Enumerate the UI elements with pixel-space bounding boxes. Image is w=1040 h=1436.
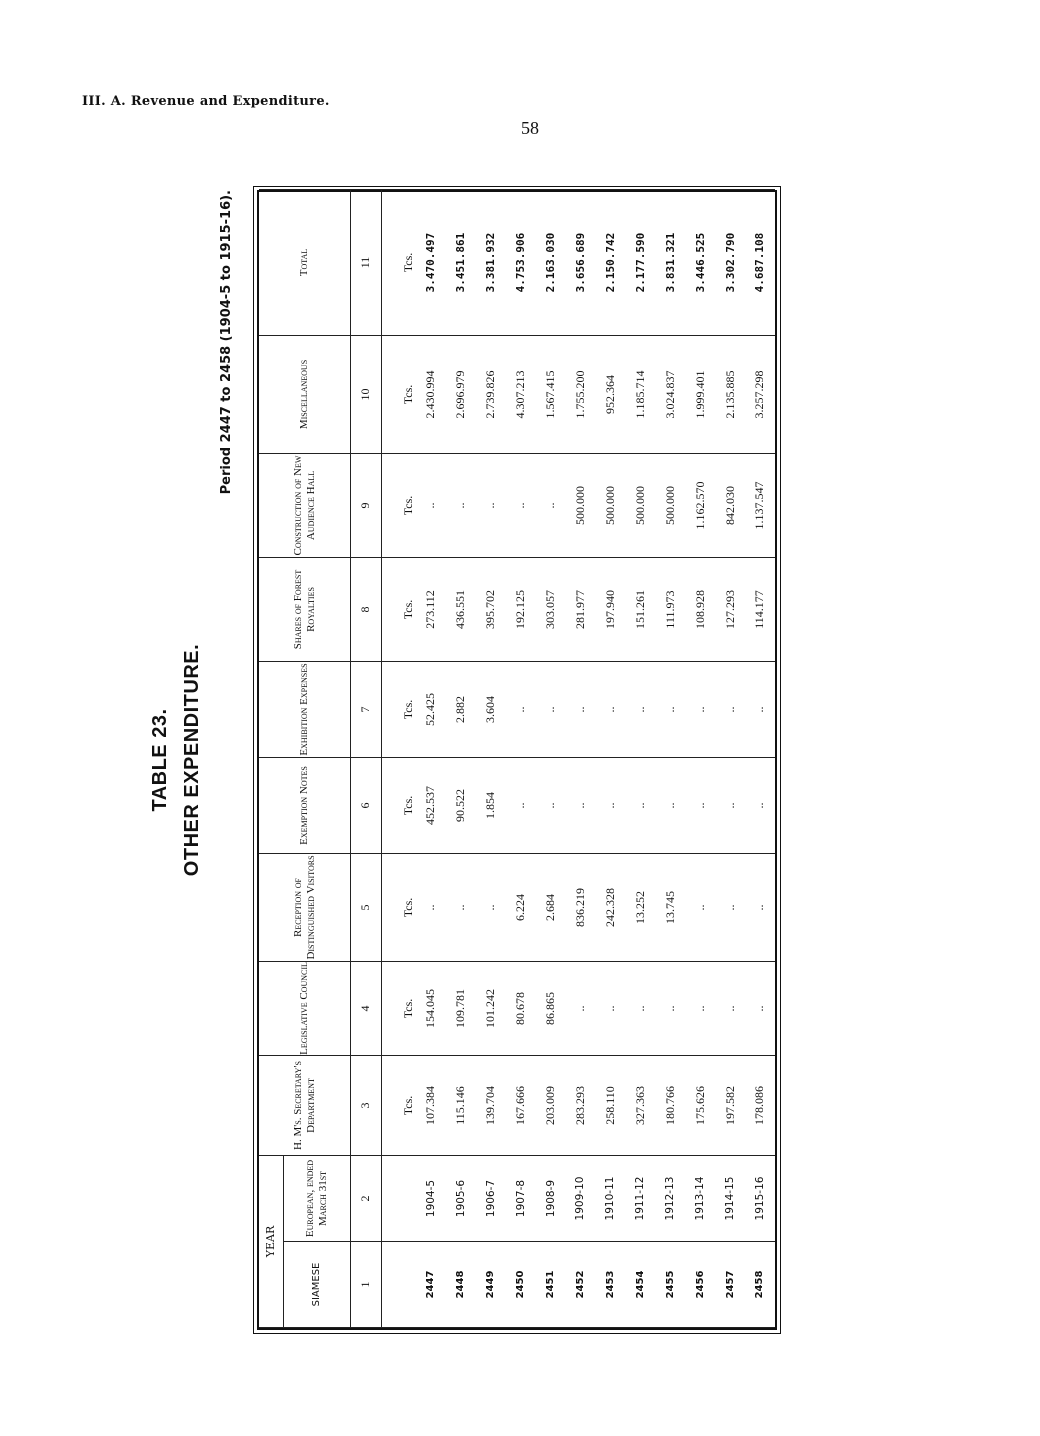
table-cell: .. <box>745 758 775 854</box>
table-cell: 151.261 <box>625 558 655 662</box>
table-cell: 3.446.525 <box>685 190 715 336</box>
column-number: 2 <box>351 1156 382 1242</box>
table-cell: 13.745 <box>655 854 685 962</box>
column-header-6: Exemption Notes <box>259 758 351 854</box>
table-cell: .. <box>685 854 715 962</box>
table-cell: 127.293 <box>715 558 745 662</box>
table-cell: .. <box>595 662 625 758</box>
column-header-5: Reception of Distinguished Visitors <box>259 854 351 962</box>
table-cell: 1907-8 <box>506 1156 536 1242</box>
table-cell: 180.766 <box>655 1056 685 1156</box>
column-number: 11 <box>351 190 382 336</box>
table-cell: 2450 <box>506 1242 536 1328</box>
table-cell: .. <box>536 758 566 854</box>
table-cell: .. <box>685 758 715 854</box>
table-cell: 1913-14 <box>685 1156 715 1242</box>
table-cell: 154.045 <box>416 962 446 1056</box>
table-cell: 115.146 <box>446 1056 476 1156</box>
unit-label: Tcs. <box>382 1056 417 1156</box>
table-row <box>745 190 775 1328</box>
table-cell: .. <box>416 454 446 558</box>
table-row <box>655 190 685 1328</box>
table-cell: 2447 <box>416 1242 446 1328</box>
table-row <box>476 190 506 1328</box>
table-cell: .. <box>745 962 775 1056</box>
table-cell: .. <box>655 962 685 1056</box>
table-cell: 86.865 <box>536 962 566 1056</box>
table-cell: .. <box>595 758 625 854</box>
table-cell: 2448 <box>446 1242 476 1328</box>
table-title: TABLE 23. <box>149 708 171 812</box>
table-cell: .. <box>715 758 745 854</box>
table-cell: 192.125 <box>506 558 536 662</box>
column-header-4: Legislative Council <box>259 962 351 1056</box>
table-cell: .. <box>506 454 536 558</box>
table-cell: 303.057 <box>536 558 566 662</box>
column-header-11: Total <box>259 190 351 336</box>
table-cell: 2.684 <box>536 854 566 962</box>
table-cell: 3.604 <box>476 662 506 758</box>
table-cell: 101.242 <box>476 962 506 1056</box>
column-number: 10 <box>351 336 382 454</box>
period-label: Period 2447 to 2458 (1904-5 to 1915-16). <box>219 190 234 495</box>
table-cell: 4.753.906 <box>506 190 536 336</box>
table-cell: 436.551 <box>446 558 476 662</box>
table-cell: 1914-15 <box>715 1156 745 1242</box>
table-cell: 2.882 <box>446 662 476 758</box>
table-cell: .. <box>476 454 506 558</box>
rotated-table-area <box>145 190 785 1330</box>
table-cell: .. <box>446 454 476 558</box>
table-cell: 3.656.689 <box>566 190 596 336</box>
table-row <box>446 190 476 1328</box>
table-cell: .. <box>416 854 446 962</box>
table-cell: 1911-12 <box>625 1156 655 1242</box>
unit-label <box>382 1242 417 1328</box>
table-cell: 258.110 <box>595 1056 625 1156</box>
table-cell: .. <box>685 962 715 1056</box>
table-cell: 452.537 <box>416 758 446 854</box>
table-cell: 842.030 <box>715 454 745 558</box>
unit-label: Tcs. <box>382 662 417 758</box>
table-cell: 1904-5 <box>416 1156 446 1242</box>
table-row <box>506 190 536 1328</box>
table-cell: .. <box>715 962 745 1056</box>
table-cell: .. <box>715 662 745 758</box>
table-cell: 1905-6 <box>446 1156 476 1242</box>
column-number: 9 <box>351 454 382 558</box>
table-cell: 2458 <box>745 1242 775 1328</box>
table-cell: 1.999.401 <box>685 336 715 454</box>
table-cell: 395.702 <box>476 558 506 662</box>
year-group-header: YEAR <box>259 1156 284 1328</box>
table-cell: 108.928 <box>685 558 715 662</box>
column-header-8: Shares of Forest Royalties <box>259 558 351 662</box>
table-cell: 2455 <box>655 1242 685 1328</box>
table-cell: 3.257.298 <box>745 336 775 454</box>
table-cell: 2457 <box>715 1242 745 1328</box>
column-header-1: SIAMESE <box>284 1242 351 1328</box>
column-number: 1 <box>351 1242 382 1328</box>
table-cell: 281.977 <box>566 558 596 662</box>
column-header-2: European, ended March 31st <box>284 1156 351 1242</box>
table-row <box>715 190 745 1328</box>
table-cell: .. <box>715 854 745 962</box>
table-cell: 3.302.790 <box>715 190 745 336</box>
table-cell: .. <box>506 662 536 758</box>
running-head: III. A. Revenue and Expenditure. <box>82 94 330 109</box>
table-cell: 1.185.714 <box>625 336 655 454</box>
table-cell: 175.626 <box>685 1056 715 1156</box>
table-cell: .. <box>566 662 596 758</box>
column-header-7: Exhibition Expenses <box>259 662 351 758</box>
table-row <box>416 190 446 1328</box>
table-cell: 2.739.826 <box>476 336 506 454</box>
table-cell: .. <box>536 454 566 558</box>
table-block <box>145 190 785 1330</box>
table-cell: .. <box>745 854 775 962</box>
column-header-10: Miscellaneous <box>259 336 351 454</box>
table-cell: .. <box>625 662 655 758</box>
table-cell: 2.150.742 <box>595 190 625 336</box>
table-cell: 1908-9 <box>536 1156 566 1242</box>
table-subtitle: OTHER EXPENDITURE. <box>181 643 203 877</box>
column-number: 3 <box>351 1056 382 1156</box>
table-cell: .. <box>745 662 775 758</box>
table-cell: 52.425 <box>416 662 446 758</box>
table-row <box>625 190 655 1328</box>
table-cell: 80.678 <box>506 962 536 1056</box>
table-cell: 283.293 <box>566 1056 596 1156</box>
table-cell: 1.755.200 <box>566 336 596 454</box>
expenditure-table <box>259 189 775 1328</box>
table-cell: .. <box>685 662 715 758</box>
table-row <box>685 190 715 1328</box>
table-cell: .. <box>655 662 685 758</box>
table-cell: 1915-16 <box>745 1156 775 1242</box>
table-cell: 952.364 <box>595 336 625 454</box>
column-number: 8 <box>351 558 382 662</box>
table-cell: 107.384 <box>416 1056 446 1156</box>
table-cell: 2.177.590 <box>625 190 655 336</box>
table-cell: 1910-11 <box>595 1156 625 1242</box>
table-cell: 3.451.861 <box>446 190 476 336</box>
table-cell: 197.582 <box>715 1056 745 1156</box>
table-cell: 6.224 <box>506 854 536 962</box>
column-header-9: Construction of New Audience Hall <box>259 454 351 558</box>
table-cell: 1909-10 <box>566 1156 596 1242</box>
unit-label: Tcs. <box>382 454 417 558</box>
table-cell: 139.704 <box>476 1056 506 1156</box>
unit-label: Tcs. <box>382 962 417 1056</box>
table-cell: 273.112 <box>416 558 446 662</box>
table-cell: 2.696.979 <box>446 336 476 454</box>
table-cell: 500.000 <box>566 454 596 558</box>
table-cell: 2.135.885 <box>715 336 745 454</box>
page-number: 58 <box>521 118 539 138</box>
table-cell: .. <box>566 962 596 1056</box>
table-cell: 500.000 <box>595 454 625 558</box>
table-cell: .. <box>506 758 536 854</box>
table-cell: 2454 <box>625 1242 655 1328</box>
table-cell: 2449 <box>476 1242 506 1328</box>
table-cell: 4.687.108 <box>745 190 775 336</box>
unit-label: Tcs. <box>382 854 417 962</box>
table-cell: 2.430.994 <box>416 336 446 454</box>
table-cell: 327.363 <box>625 1056 655 1156</box>
table-cell: .. <box>446 854 476 962</box>
table-cell: 1.137.547 <box>745 454 775 558</box>
table-cell: 13.252 <box>625 854 655 962</box>
table-row <box>536 190 566 1328</box>
table-cell: 167.666 <box>506 1056 536 1156</box>
table-cell: .. <box>536 662 566 758</box>
table-cell: 178.086 <box>745 1056 775 1156</box>
table-cell: 3.831.321 <box>655 190 685 336</box>
table-cell: 197.940 <box>595 558 625 662</box>
table-row <box>595 190 625 1328</box>
table-cell: 1.854 <box>476 758 506 854</box>
table-cell: 2452 <box>566 1242 596 1328</box>
table-row <box>566 190 596 1328</box>
column-number: 6 <box>351 758 382 854</box>
table-cell: 1.567.415 <box>536 336 566 454</box>
table-cell: 90.522 <box>446 758 476 854</box>
table-cell: 114.177 <box>745 558 775 662</box>
table-cell: 836.219 <box>566 854 596 962</box>
table-cell: 500.000 <box>625 454 655 558</box>
table-cell: 1906-7 <box>476 1156 506 1242</box>
column-number: 5 <box>351 854 382 962</box>
unit-label <box>382 1156 417 1242</box>
table-cell: 1912-13 <box>655 1156 685 1242</box>
table-cell: 111.973 <box>655 558 685 662</box>
column-header-3: H. M's. Secretary's Department <box>259 1056 351 1156</box>
unit-label: Tcs. <box>382 336 417 454</box>
table-cell: 3.470.497 <box>416 190 446 336</box>
unit-label: Tcs. <box>382 190 417 336</box>
table-cell: .. <box>655 758 685 854</box>
table-cell: 2451 <box>536 1242 566 1328</box>
table-cell: 2.163.030 <box>536 190 566 336</box>
table-cell: 109.781 <box>446 962 476 1056</box>
table-cell: .. <box>476 854 506 962</box>
table-cell: 3.381.932 <box>476 190 506 336</box>
table-frame <box>257 190 777 1330</box>
table-cell: .. <box>566 758 596 854</box>
table-cell: 1.162.570 <box>685 454 715 558</box>
table-cell: 500.000 <box>655 454 685 558</box>
table-cell: 2456 <box>685 1242 715 1328</box>
table-cell: 2453 <box>595 1242 625 1328</box>
table-cell: .. <box>625 962 655 1056</box>
table-cell: 203.009 <box>536 1056 566 1156</box>
table-cell: 3.024.837 <box>655 336 685 454</box>
table-cell: 4.307.213 <box>506 336 536 454</box>
table-cell: .. <box>595 962 625 1056</box>
column-number: 7 <box>351 662 382 758</box>
unit-label: Tcs. <box>382 758 417 854</box>
table-cell: .. <box>625 758 655 854</box>
table-cell: 242.328 <box>595 854 625 962</box>
unit-label: Tcs. <box>382 558 417 662</box>
column-number: 4 <box>351 962 382 1056</box>
